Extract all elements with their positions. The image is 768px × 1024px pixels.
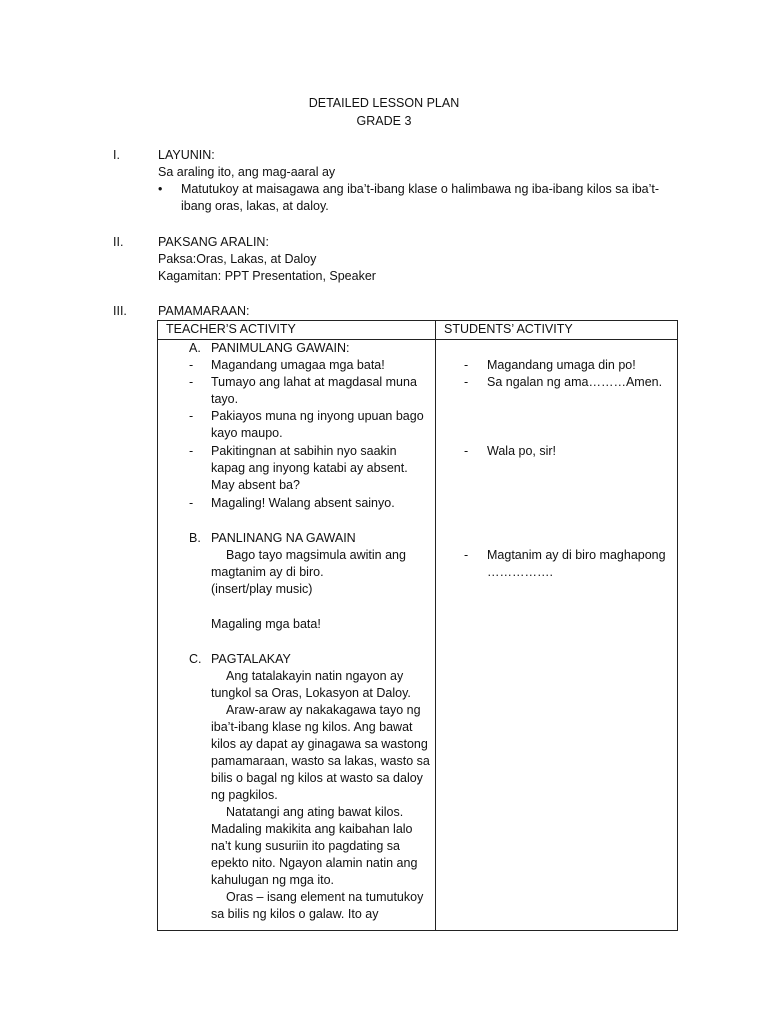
teacher-line: Magandang umagaa mga bata! — [211, 358, 385, 372]
teacher-line: kapag ang inyong katabi ay absent. — [211, 461, 408, 475]
teacher-line: iba’t-ibang klase ng kilos. Ang bawat — [211, 720, 413, 734]
student-line: Sa ngalan ng ama………Amen. — [487, 375, 663, 389]
section-paksa — [113, 234, 673, 289]
section-number: III. — [113, 304, 127, 318]
kagamitan-line: Kagamitan: PPT Presentation, Speaker — [158, 269, 376, 283]
activity-table — [157, 320, 678, 931]
section-number: II. — [113, 235, 124, 249]
teacher-line: Madaling makikita ang kaibahan lalo — [211, 822, 413, 836]
dash-icon: - — [189, 409, 194, 423]
dash-icon: - — [189, 444, 194, 458]
student-line: ……………. — [487, 565, 553, 579]
section-layunin — [113, 147, 673, 217]
students-activity-cell — [436, 340, 678, 931]
section-heading: PAKSANG ARALIN: — [158, 235, 269, 249]
part-label: B. — [189, 531, 201, 545]
teacher-line: Magaling mga bata! — [211, 617, 321, 631]
section-pamamaraan — [113, 303, 673, 320]
dash-icon: - — [464, 358, 469, 372]
part-title: PANIMULANG GAWAIN: — [211, 341, 350, 355]
student-line: Wala po, sir! — [487, 444, 557, 458]
teacher-activity-header: TEACHER’S ACTIVITY — [158, 321, 436, 340]
dash-icon: - — [189, 375, 194, 389]
teacher-line: kilos ay dapat ay ginagawa sa wastong — [211, 737, 428, 751]
section-heading: PAMAMARAAN: — [158, 304, 250, 318]
teacher-line: kahulugan ng mga ito. — [211, 873, 335, 887]
part-label: C. — [189, 652, 202, 666]
teacher-line: Natatangi ang ating bawat kilos. — [226, 805, 404, 819]
teacher-line: ng pagkilos. — [211, 788, 278, 802]
teacher-line: Bago tayo magsimula awitin ang — [226, 548, 406, 562]
students-activity-header: STUDENTS’ ACTIVITY — [436, 321, 678, 340]
teacher-line: pamamaraan, wasto sa lakas, wasto sa — [211, 754, 430, 768]
teacher-line: tayo. — [211, 392, 239, 406]
paksa-line: Paksa:Oras, Lakas, at Daloy — [158, 252, 317, 266]
teacher-line: May absent ba? — [211, 478, 300, 492]
document-title: DETAILED LESSON PLAN — [308, 96, 460, 110]
section-intro: Sa araling ito, ang mag-aaral ay — [158, 165, 336, 179]
teacher-line: Pakiayos muna ng inyong upuan bago — [211, 409, 424, 423]
objective-line-2: ibang oras, lakas, at daloy. — [181, 199, 329, 213]
part-title: PAGTALAKAY — [211, 652, 291, 666]
teacher-line: na’t kung susuriin ito pagdating sa — [211, 839, 401, 853]
teacher-line: Araw-araw ay nakakagawa tayo ng — [226, 703, 421, 717]
teacher-activity-cell — [158, 340, 436, 931]
part-label: A. — [189, 341, 201, 355]
teacher-line: Oras – isang element na tumutukoy — [226, 890, 424, 904]
teacher-line: sa bilis ng kilos o galaw. Ito ay — [211, 907, 379, 921]
teacher-line: Tumayo ang lahat at magdasal muna — [211, 375, 417, 389]
student-line: Magtanim ay di biro maghapong — [487, 548, 666, 562]
section-number: I. — [113, 148, 120, 162]
teacher-line: epekto nito. Ngayon alamin natin ang — [211, 856, 418, 870]
dash-icon: - — [189, 358, 194, 372]
dash-icon: - — [189, 496, 194, 510]
teacher-line: Pakitingnan at sabihin nyo saakin — [211, 444, 397, 458]
teacher-line: (insert/play music) — [211, 582, 313, 596]
teacher-line: Ang tatalakayin natin ngayon ay — [226, 669, 404, 683]
teacher-line: magtanim ay di biro. — [211, 565, 324, 579]
dash-icon: - — [464, 548, 469, 562]
dash-icon: - — [464, 444, 469, 458]
section-heading: LAYUNIN: — [158, 148, 215, 162]
dash-icon: - — [464, 375, 469, 389]
teacher-line: bilis o bagal ng kilos at wasto sa daloy — [211, 771, 423, 785]
teacher-line: Magaling! Walang absent sainyo. — [211, 496, 395, 510]
teacher-line: tungkol sa Oras, Lokasyon at Daloy. — [211, 686, 411, 700]
teacher-line: kayo maupo. — [211, 426, 283, 440]
part-title: PANLINANG NA GAWAIN — [211, 531, 356, 545]
student-line: Magandang umaga din po! — [487, 358, 636, 372]
bullet-icon: • — [158, 182, 163, 196]
grade-label: GRADE 3 — [356, 114, 412, 128]
objective-line-1: Matutukoy at maisagawa ang iba’t-ibang klase o halimbawa ng iba-ibang kilos sa iba’t- — [181, 182, 660, 196]
